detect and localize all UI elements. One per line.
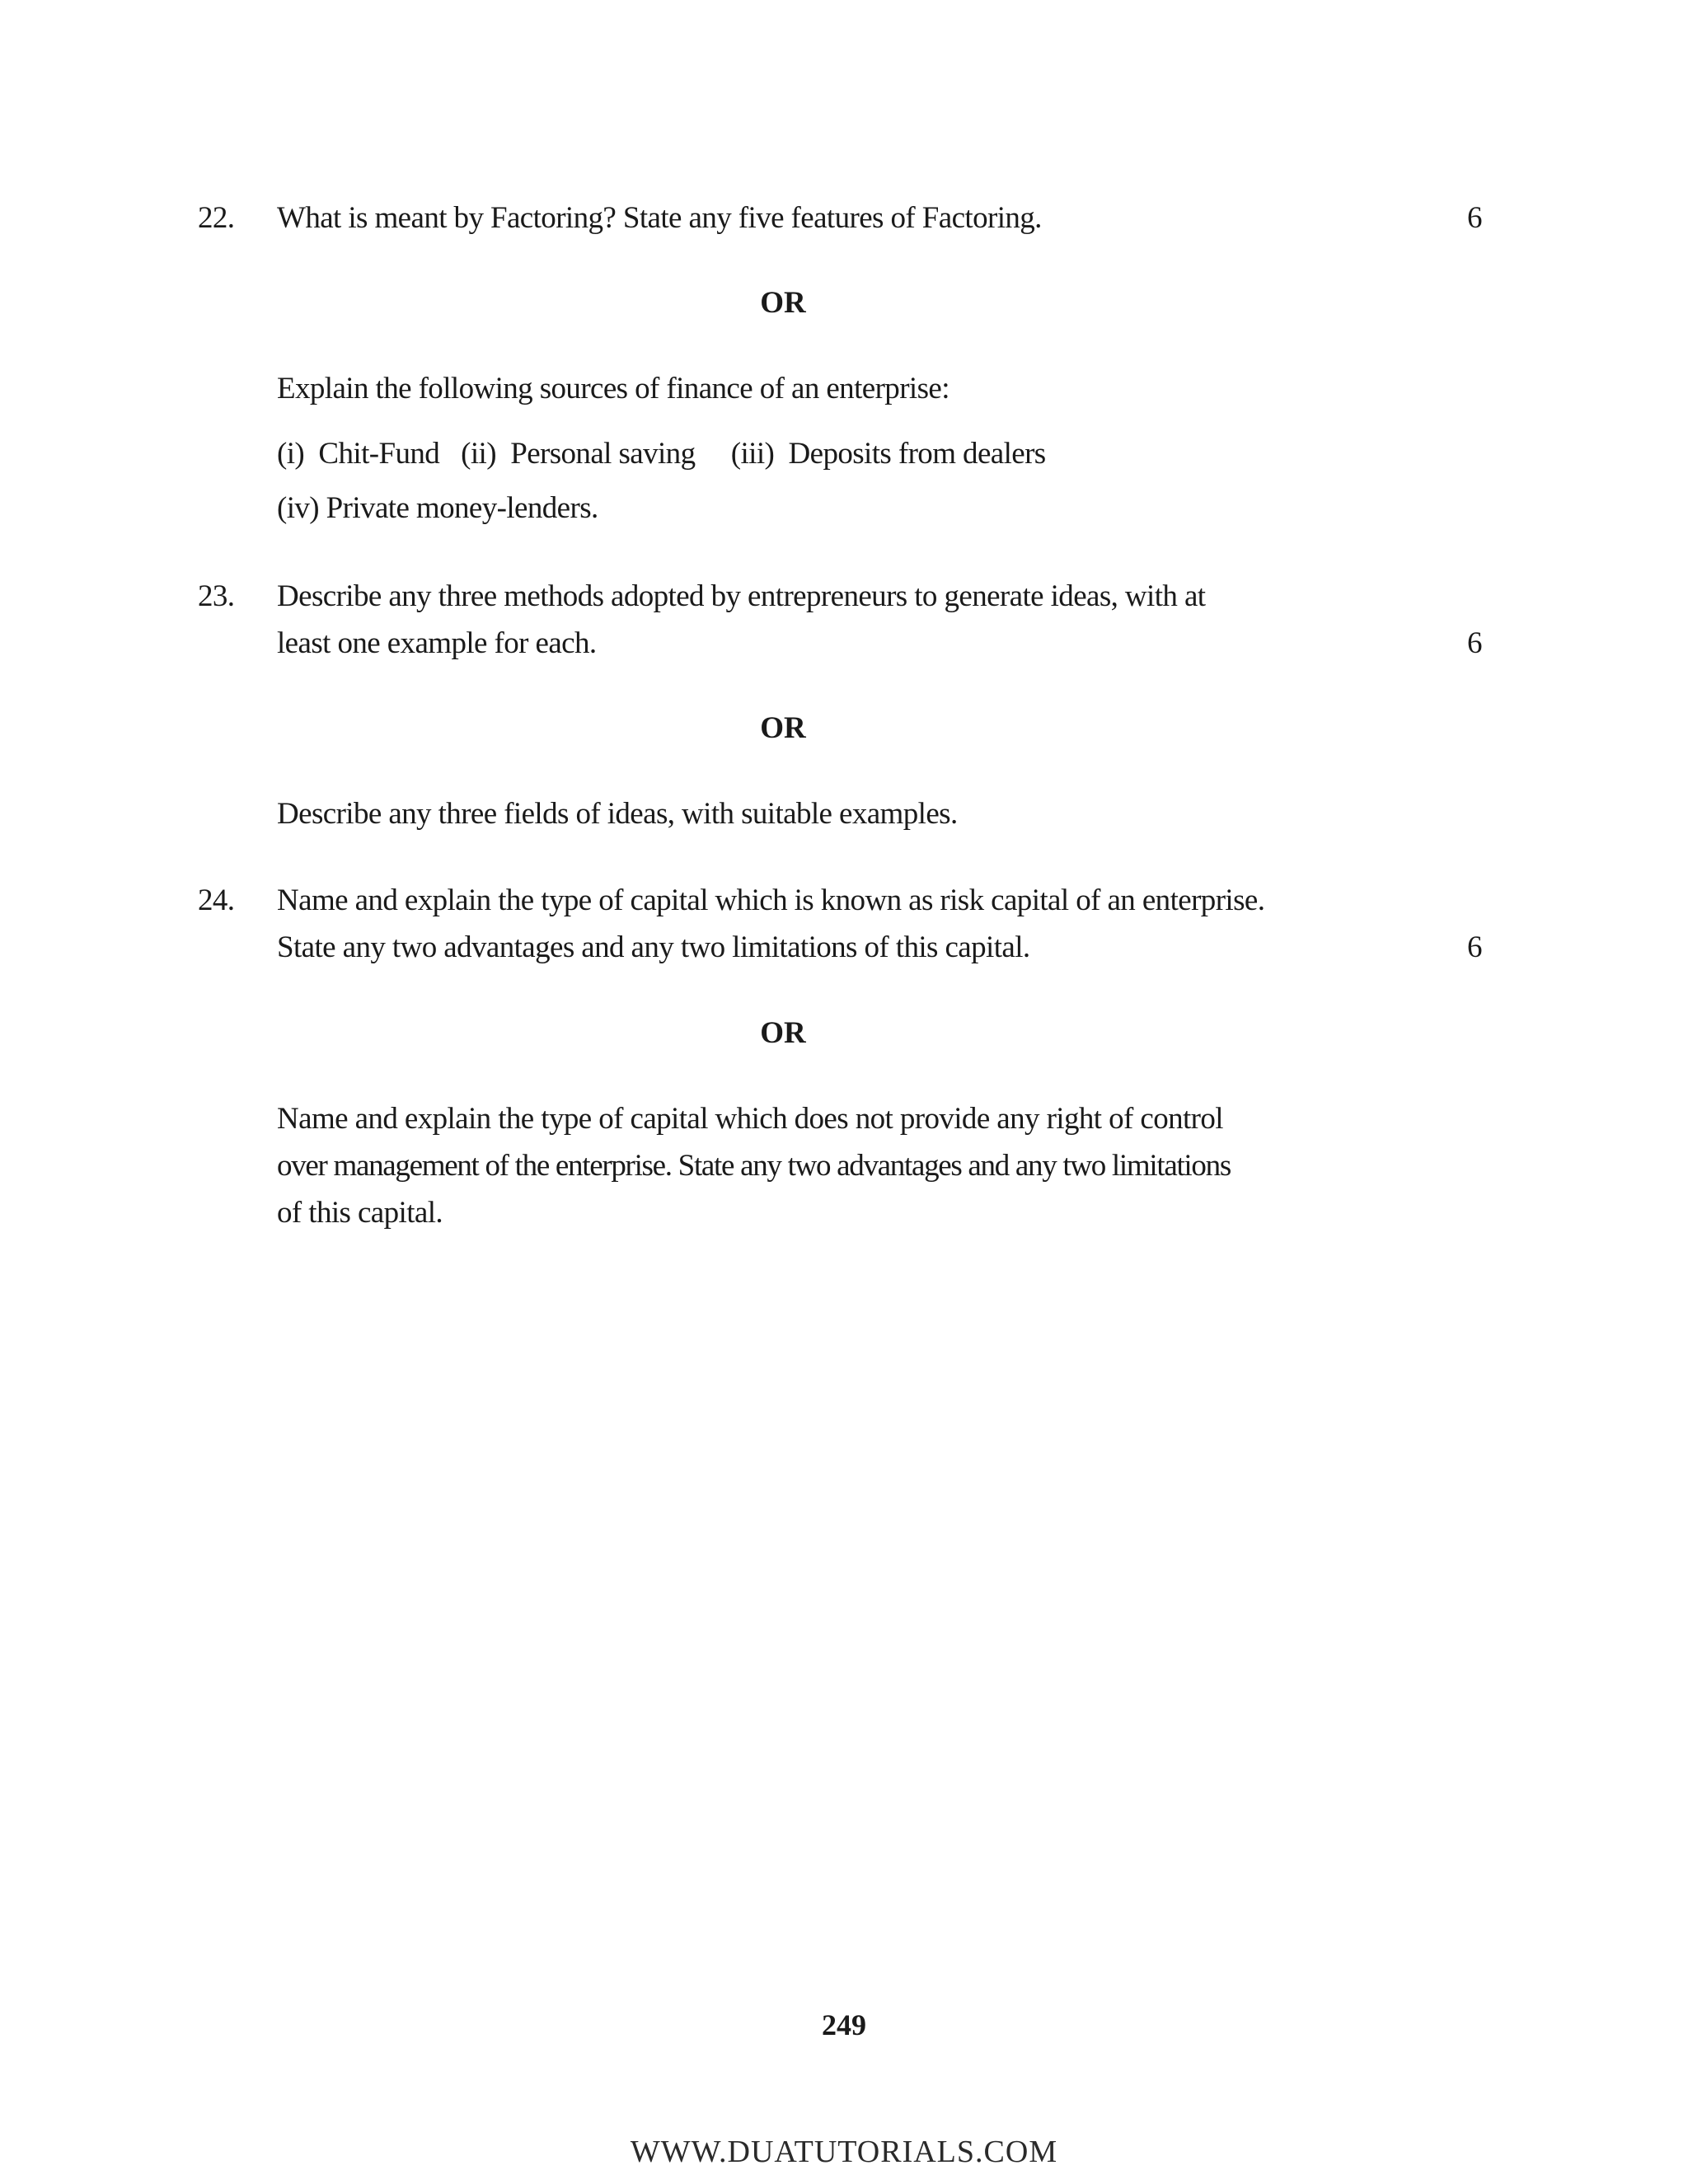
or-separator: OR — [760, 711, 806, 745]
question-text: Name and explain the type of capital which is known as risk capital of an enterprise. — [277, 883, 1265, 917]
question-marks: 6 — [1467, 201, 1482, 235]
page-number: 249 — [822, 2008, 866, 2041]
alternative-question-text: of this capital. — [277, 1196, 443, 1230]
question-marks: 6 — [1467, 930, 1482, 964]
footer-website: WWW.DUATUTORIALS.COM — [630, 2135, 1058, 2169]
or-separator: OR — [760, 286, 806, 320]
question-number: 23. — [198, 579, 235, 613]
question-number: 22. — [198, 201, 235, 235]
alternative-question-options: (i) Chit-Fund (ii) Personal saving (iii) Deposits from dealers — [277, 437, 1046, 471]
question-marks: 6 — [1467, 626, 1482, 660]
alternative-question-text: Explain the following sources of finance of an enterprise: — [277, 372, 950, 405]
alternative-question-text: over management of the enterprise. State any two advantages and any two limitations — [277, 1149, 1231, 1183]
question-number: 24. — [198, 883, 235, 917]
question-text: What is meant by Factoring? State any five features of Factoring. — [277, 201, 1042, 235]
alternative-question-options: (iv) Private money-lenders. — [277, 491, 598, 525]
or-separator: OR — [760, 1016, 806, 1050]
question-text: State any two advantages and any two limitations of this capital. — [277, 930, 1030, 964]
question-text: Describe any three methods adopted by entrepreneurs to generate ideas, with at — [277, 579, 1206, 613]
alternative-question-text: Describe any three fields of ideas, with suitable examples. — [277, 797, 958, 831]
question-text: least one example for each. — [277, 626, 597, 660]
alternative-question-text: Name and explain the type of capital which does not provide any right of control — [277, 1102, 1223, 1136]
